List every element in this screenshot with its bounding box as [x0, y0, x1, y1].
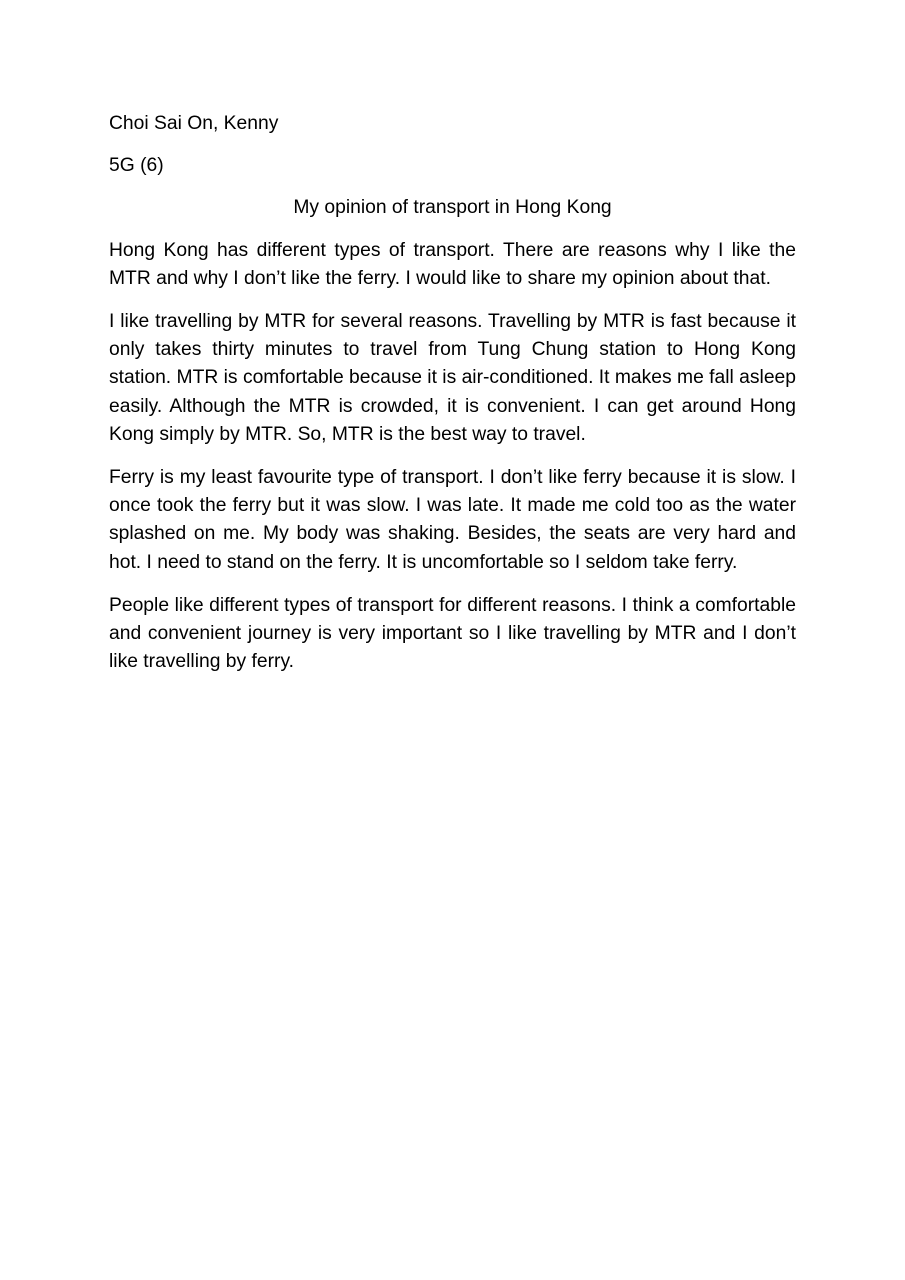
document-page: [109, 110, 796, 691]
paragraph-ferry: Ferry is my least favourite type of transport. I don’t like ferry because it is slow. I once took the ferry but it was slow. I was late. It made me cold too as the water splashed on me. My body was shaking. Besides, the seats are very hard and hot. I need to stand on the ferry. It is uncomfortable so I seldom take ferry.: [109, 467, 796, 573]
class-number: 5G (6): [109, 155, 164, 177]
paragraph-mtr: I like travelling by MTR for several reasons. Travelling by MTR is fast because it only takes thirty minutes to travel from Tung Chung station to Hong Kong station. MTR is comfortable because it is air-conditioned. It makes me fall asleep easily. Although the MTR is crowded, it is convenient. I can get around Hong Kong simply by MTR. So, MTR is the best way to travel.: [109, 311, 796, 445]
paragraph-conclusion: People like different types of transport for different reasons. I think a comfortable and convenient journey is very important so I like travelling by MTR and I don’t like travelling by ferry.: [109, 594, 796, 673]
author-name: Choi Sai On, Kenny: [109, 113, 279, 134]
paragraph-intro: Hong Kong has different types of transport. There are reasons why I like the MTR and why I don’t like the ferry. I would like to share my opinion about that.: [109, 239, 796, 289]
essay-title: My opinion of transport in Hong Kong: [293, 197, 612, 219]
